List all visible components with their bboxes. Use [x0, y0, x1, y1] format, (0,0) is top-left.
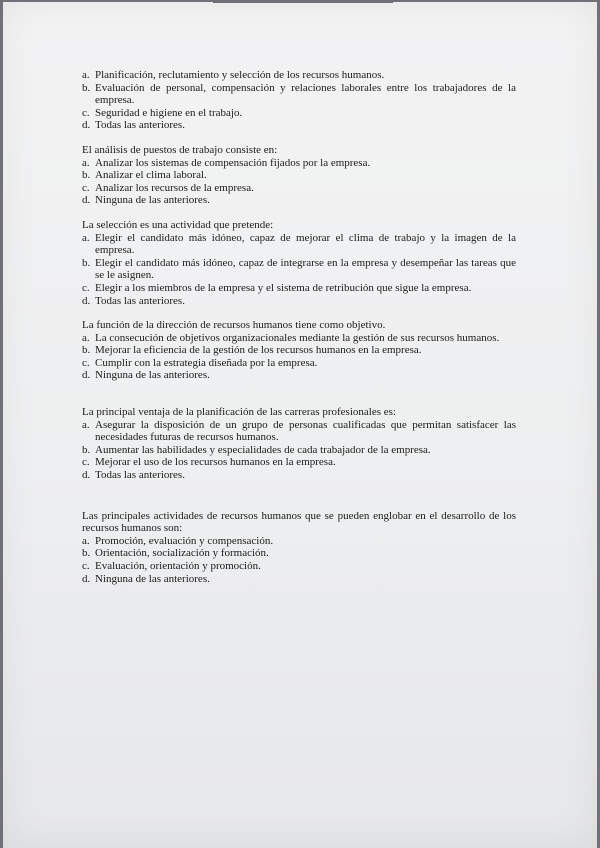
option-text: Planificación, reclutamiento y selección de los recursos humanos.	[95, 69, 385, 81]
options-list	[82, 535, 516, 585]
option-letter: c.	[82, 281, 90, 294]
option-c	[82, 357, 516, 370]
option-d	[82, 469, 516, 482]
option-text: Analizar los sistemas de compensación fijados por la empresa.	[95, 156, 371, 169]
option-c	[82, 560, 516, 573]
option-letter: b.	[82, 443, 91, 456]
option-letter: d.	[82, 369, 91, 382]
option-text: Elegir el candidato más idóneo, capaz de mejorar el clima de trabajo y la imagen de la empresa.	[95, 231, 516, 257]
option-b	[82, 257, 516, 282]
option-letter: b.	[82, 547, 91, 560]
option-text: La consecución de objetivos organizacionales mediante la gestión de sus recursos humanos.	[95, 331, 500, 344]
option-d	[82, 573, 516, 586]
option-letter: c.	[82, 560, 90, 572]
question-stem: La función de la dirección de recursos humanos tiene como objetivo.	[82, 319, 386, 332]
option-letter: a.	[82, 69, 90, 81]
question-list	[82, 69, 516, 585]
option-letter: c.	[82, 456, 90, 469]
options-list	[82, 419, 516, 482]
option-letter: c.	[82, 106, 90, 119]
option-a	[82, 157, 516, 170]
option-b	[82, 169, 516, 182]
option-b	[82, 444, 516, 457]
option-text: Mejorar la eficiencia de la gestión de los recursos humanos en la empresa.	[95, 344, 422, 357]
option-letter: d.	[82, 119, 91, 132]
option-c	[82, 182, 516, 195]
option-a	[82, 69, 516, 82]
option-text: Orientación, socialización y formación.	[95, 547, 269, 560]
option-text: Aumentar las habilidades y especialidades de cada trabajador de la empresa.	[95, 443, 431, 456]
option-text: Ninguna de las anteriores.	[95, 369, 210, 382]
question-2	[82, 144, 516, 207]
top-edge-line	[213, 2, 393, 3]
question-stem: La selección es una actividad que pretende:	[82, 218, 274, 231]
options-list	[82, 157, 516, 207]
option-text: Asegurar la disposición de un grupo de personas cualificadas que permitan satisfacer las necesidades futuras de recursos humanos.	[95, 418, 516, 444]
option-text: Seguridad e higiene en el trabajo.	[95, 106, 243, 119]
question-stem: El análisis de puestos de trabajo consiste en:	[82, 143, 278, 156]
option-text: Todas las anteriores.	[95, 294, 185, 307]
option-d	[82, 119, 516, 132]
option-text: Evaluación, orientación y promoción.	[95, 560, 261, 572]
question-6	[82, 510, 516, 586]
option-letter: d.	[82, 572, 91, 585]
question-stem: La principal ventaja de la planificación de las carreras profesionales es:	[82, 406, 396, 419]
option-b	[82, 344, 516, 357]
option-text: Todas las anteriores.	[95, 119, 185, 132]
option-a	[82, 535, 516, 548]
option-letter: a.	[82, 231, 90, 244]
option-text: Elegir el candidato más idóneo, capaz de integrarse en la empresa y desempeñar las tareas que se le asignen.	[95, 256, 516, 282]
options-list	[82, 332, 516, 382]
option-a	[82, 332, 516, 345]
option-letter: b.	[82, 344, 91, 357]
options-list	[82, 232, 516, 308]
question-1	[82, 69, 516, 132]
question-4	[82, 319, 516, 382]
option-letter: a.	[82, 331, 90, 344]
option-letter: a.	[82, 534, 90, 547]
option-text: Ninguna de las anteriores.	[95, 194, 210, 207]
option-text: Elegir a los miembros de la empresa y el sistema de retribución que sigue la empresa.	[95, 281, 472, 294]
option-letter: d.	[82, 194, 91, 207]
option-letter: a.	[82, 418, 90, 431]
option-text: Promoción, evaluación y compensación.	[95, 534, 274, 547]
option-letter: d.	[82, 469, 91, 482]
option-c	[82, 282, 516, 295]
option-d	[82, 369, 516, 382]
option-letter: a.	[82, 156, 90, 169]
option-d	[82, 194, 516, 207]
option-a	[82, 419, 516, 444]
question-stem: Las principales actividades de recursos humanos que se pueden englobar en el desarrollo de los recursos humanos son:	[82, 509, 516, 535]
option-a	[82, 232, 516, 257]
option-text: Ninguna de las anteriores.	[95, 572, 210, 585]
option-letter: b.	[82, 256, 91, 269]
option-text: Todas las anteriores.	[95, 469, 185, 482]
option-d	[82, 295, 516, 308]
option-text: Evaluación de personal, compensación y relaciones laborales entre los trabajadores de la empresa.	[95, 81, 516, 107]
option-text: Analizar el clima laboral.	[95, 169, 207, 182]
paper-sheet	[3, 2, 597, 848]
option-letter: b.	[82, 169, 91, 182]
option-b	[82, 82, 516, 107]
option-letter: d.	[82, 294, 91, 307]
option-c	[82, 107, 516, 120]
option-b	[82, 547, 516, 560]
question-5	[82, 406, 516, 482]
option-letter: c.	[82, 356, 90, 369]
option-text: Cumplir con la estrategia diseñada por la empresa.	[95, 356, 318, 369]
option-c	[82, 456, 516, 469]
option-text: Analizar los recursos de la empresa.	[95, 181, 254, 194]
option-letter: b.	[82, 81, 91, 94]
option-text: Mejorar el uso de los recursos humanos en la empresa.	[95, 456, 336, 469]
option-letter: c.	[82, 181, 90, 194]
question-3	[82, 219, 516, 307]
options-list	[82, 69, 516, 132]
